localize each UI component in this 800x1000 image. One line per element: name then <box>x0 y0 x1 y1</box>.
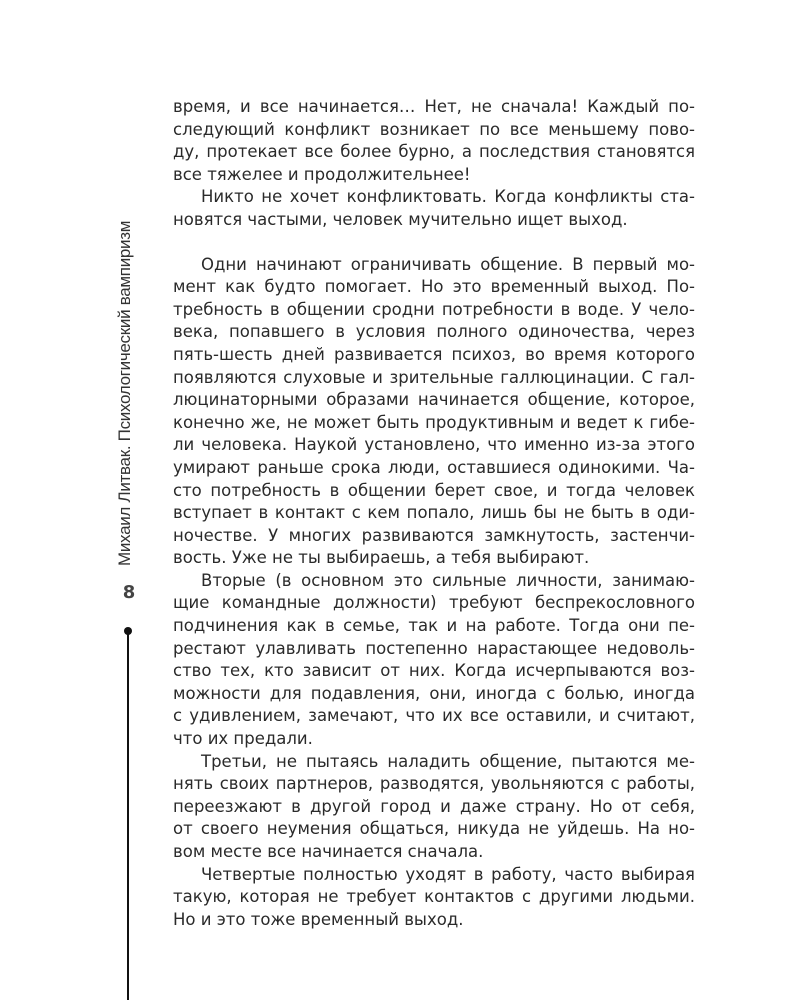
page-number: 8 <box>122 582 136 603</box>
running-header: Михаил Литвак. Психологический вампиризм <box>115 220 134 566</box>
text-line: такую, которая не требует контактов с другими людьми. <box>173 887 695 907</box>
text-line: рестают улавливать постепенно нарастающее недоволь- <box>173 638 695 658</box>
text-line: Но и это тоже временный выход. <box>173 909 464 929</box>
text-line: нять своих партнеров, разводятся, увольняются с работы, <box>173 774 695 794</box>
text-line: века, попавшего в условия полного одиночества, через <box>173 322 695 342</box>
text-line: вступает в контакт с кем попало, лишь бы не быть в оди- <box>173 503 695 523</box>
paragraph <box>173 864 695 932</box>
text-line: люцинаторными образами начинается общение, которое, <box>173 390 695 410</box>
text-line: появляются слуховые и зрительные галлюцинации. С гал- <box>173 367 695 387</box>
text-line: от своего неумения общаться, никуда не уйдешь. На но- <box>173 819 695 839</box>
text-line: Никто не хочет конфликтовать. Когда конфликты ста- <box>201 187 695 207</box>
text-line: новятся частыми, человек мучительно ищет выход. <box>173 209 628 229</box>
text-line: ночестве. У многих развиваются замкнутость, застенчи- <box>173 525 695 545</box>
text-column <box>173 96 695 931</box>
text-line: с удивлением, замечают, что их все оставили, и считают, <box>173 706 695 726</box>
text-line: ли человека. Наукой установлено, что именно из-за этого <box>173 435 695 455</box>
text-line: что их предали. <box>173 729 313 749</box>
text-line: требность в общении сродни потребности в воде. У чело- <box>173 299 695 319</box>
paragraph <box>173 186 695 231</box>
text-line: можности для подавления, они, иногда с болью, иногда <box>173 683 695 703</box>
text-line: Третьи, не пытаясь наладить общение, пытаются ме- <box>201 751 695 771</box>
text-line: конечно же, не может быть продуктивным и ведет к гибе- <box>173 412 695 432</box>
text-line: Вторые (в основном это сильные личности, занимаю- <box>201 570 695 590</box>
text-line: ду, протекает все более бурно, а последствия становятся <box>173 142 695 162</box>
text-line: Одни начинают ограничивать общение. В первый мо- <box>201 254 695 274</box>
text-line: все тяжелее и продолжительнее! <box>173 164 471 184</box>
text-line: переезжают в другой город и даже страну. Но от себя, <box>173 796 695 816</box>
text-line: следующий конфликт возникает по все меньшему пово- <box>173 119 695 139</box>
text-line: мент как будто помогает. Но это временный выход. По- <box>173 277 695 297</box>
text-line: время, и все начинается… Нет, не сначала! Каждый по- <box>173 97 695 116</box>
paragraph <box>173 570 695 751</box>
text-line: ство тех, кто зависит от них. Когда исчерпываются воз- <box>173 661 695 681</box>
paragraph <box>173 96 695 186</box>
section-gap <box>173 232 695 254</box>
text-line: сто потребность в общении берет свое, и тогда человек <box>173 480 695 500</box>
text-line: пять-шесть дней развивается психоз, во время которого <box>173 344 695 364</box>
text-line: подчинения как в семье, так и на работе. Тогда они пе- <box>173 616 695 636</box>
margin-rule-line <box>127 631 129 1000</box>
paragraph <box>173 751 695 864</box>
text-line: вость. Уже не ты выбираешь, а тебя выбирают. <box>173 548 590 568</box>
paragraph <box>173 254 695 570</box>
text-line: Четвертые полностью уходят в работу, часто выбирая <box>201 864 695 884</box>
text-line: вом месте все начинается сначала. <box>173 842 484 861</box>
text-line: щие командные должности) требуют беспрекословного <box>173 593 695 613</box>
text-line: умирают раньше срока люди, оставшиеся одинокими. Ча- <box>173 457 695 477</box>
